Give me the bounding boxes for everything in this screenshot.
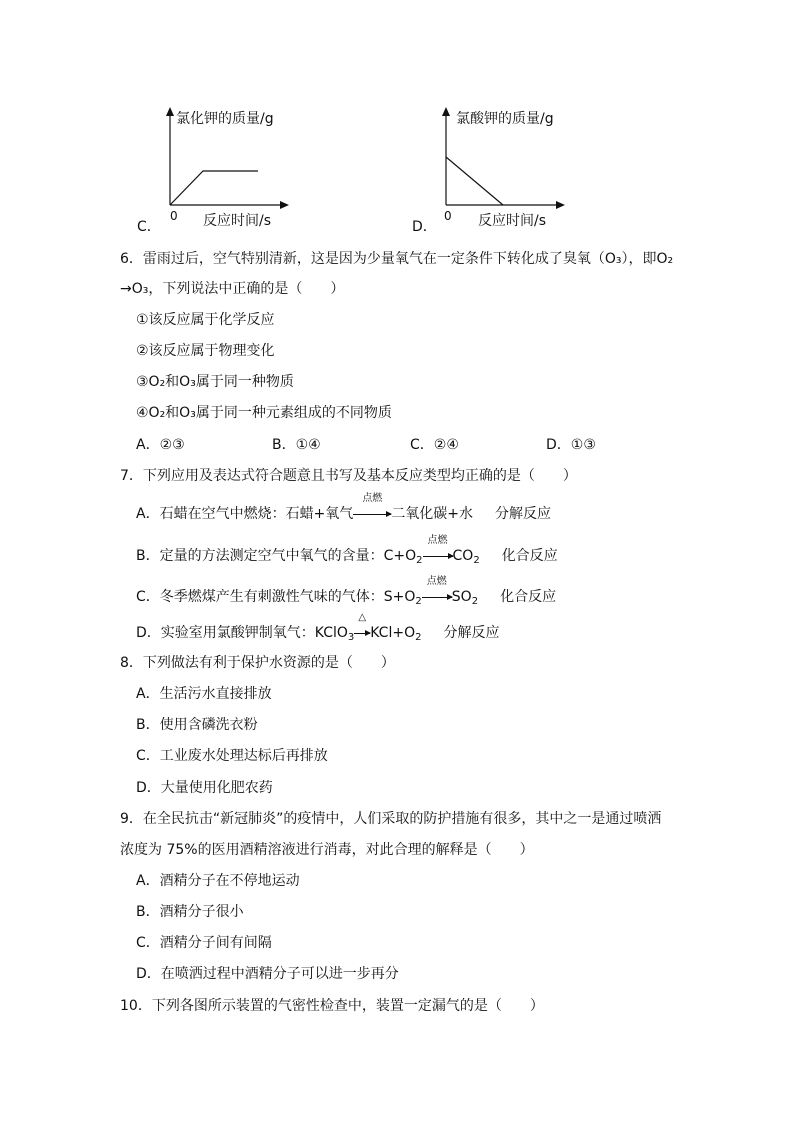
q7-d-condition: △ bbox=[358, 612, 367, 623]
arrow-right-icon bbox=[353, 514, 391, 515]
q7-b-type: 化合反应 bbox=[501, 548, 558, 564]
arrow-right-icon bbox=[422, 597, 452, 598]
graph-d-curve bbox=[446, 157, 503, 205]
q7-c-reaction-arrow bbox=[422, 576, 452, 607]
q6-option-c[interactable]: C．②④ bbox=[410, 437, 459, 453]
q7-b-subscript-1: 2 bbox=[416, 555, 423, 566]
q7-d-subscript-2: 2 bbox=[415, 632, 422, 643]
q7-c-products: SO bbox=[451, 589, 472, 605]
q6-option-b[interactable]: B．①④ bbox=[272, 437, 321, 453]
q8-option-c[interactable]: C．工业废水处理达标后再排放 bbox=[136, 748, 328, 764]
graph-d-xlabel: 反应时间/s bbox=[478, 213, 547, 229]
q6-statement-4: ④O₂和O₃属于同一种元素组成的不同物质 bbox=[136, 405, 392, 421]
q8-option-a[interactable]: A．生活污水直接排放 bbox=[136, 686, 272, 702]
q7-b-condition: 点燃 bbox=[427, 535, 448, 546]
q7-a-type: 分解反应 bbox=[495, 506, 552, 522]
q7-c-type: 化合反应 bbox=[500, 589, 557, 605]
q8-option-d[interactable]: D．大量使用化肥农药 bbox=[136, 780, 273, 796]
q7-a-products: 二氧化碳+水 bbox=[391, 506, 474, 522]
graph-d-option-label: D． bbox=[412, 219, 437, 235]
q7-d-text: D．实验室用氯酸钾制氧气：KClO bbox=[136, 625, 348, 641]
q7-d-products: KCl+O bbox=[370, 625, 416, 641]
q6-option-d[interactable]: D．①③ bbox=[546, 437, 596, 453]
q7-option-b[interactable] bbox=[136, 535, 558, 566]
q7-b-products: CO bbox=[452, 548, 474, 564]
graph-d-origin: 0 bbox=[444, 209, 452, 223]
graph-c-option-label: C． bbox=[137, 219, 161, 235]
q7-option-a[interactable] bbox=[136, 493, 552, 524]
q7-b-reaction-arrow bbox=[423, 535, 453, 566]
q7-option-c[interactable] bbox=[136, 576, 557, 607]
q10-stem: 10．下列各图所示装置的气密性检查中，装置一定漏气的是（ ） bbox=[120, 998, 544, 1014]
q7-d-reaction-arrow bbox=[354, 612, 370, 643]
q7-option-d[interactable] bbox=[136, 612, 500, 643]
q6-statement-2: ②该反应属于物理变化 bbox=[136, 343, 275, 359]
q9-option-c[interactable]: C．酒精分子间有间隔 bbox=[136, 935, 272, 951]
graph-c-origin: 0 bbox=[170, 209, 178, 223]
q7-d-type: 分解反应 bbox=[443, 625, 500, 641]
q8-option-b[interactable]: B．使用含磷洗衣粉 bbox=[136, 717, 258, 733]
graph-c-xlabel: 反应时间/s bbox=[203, 213, 272, 229]
q7-c-condition: 点燃 bbox=[426, 576, 447, 587]
q7-b-text: B．定量的方法测定空气中氧气的含量：C+O bbox=[136, 548, 417, 564]
q7-c-subscript-2: 2 bbox=[471, 596, 479, 607]
graph-d-y-arrow bbox=[442, 107, 450, 116]
q6-statement-1: ①该反应属于化学反应 bbox=[136, 312, 275, 328]
q7-c-text: C．冬季燃煤产生有刺激性气味的气体：S+O bbox=[136, 589, 416, 605]
q7-b-subscript-2: 2 bbox=[473, 555, 480, 566]
q7-a-condition: 点燃 bbox=[362, 493, 383, 504]
q6-statement-3: ③O₂和O₃属于同一种物质 bbox=[136, 374, 294, 390]
q7-c-subscript-1: 2 bbox=[415, 596, 422, 607]
graph-c-ylabel: 氯化钾的质量/g bbox=[176, 111, 274, 127]
graph-d-ylabel: 氯酸钾的质量/g bbox=[456, 111, 554, 127]
arrow-right-icon bbox=[423, 556, 453, 557]
q9-stem-line1: 9．在全民抗击“新冠肺炎”的疫情中，人们采取的防护措施有很多，其中之一是通过喷洒 bbox=[120, 811, 662, 827]
graph-d-x-arrow bbox=[556, 201, 565, 209]
graph-c-curve bbox=[170, 171, 258, 205]
q9-option-d[interactable]: D．在喷洒过程中酒精分子可以进一步再分 bbox=[136, 966, 399, 982]
q9-stem-line2: 浓度为 75%的医用酒精溶液进行消毒，对此合理的解释是（ ） bbox=[120, 842, 534, 858]
q8-stem: 8．下列做法有利于保护水资源的是（ ） bbox=[120, 655, 395, 671]
q9-option-b[interactable]: B．酒精分子很小 bbox=[136, 904, 244, 920]
q7-stem: 7．下列应用及表达式符合题意且书写及基本反应类型均正确的是（ ） bbox=[120, 468, 577, 484]
q9-option-a[interactable]: A．酒精分子在不停地运动 bbox=[136, 873, 300, 889]
q7-a-reaction-arrow bbox=[353, 493, 391, 524]
q6-option-a[interactable]: A．②③ bbox=[136, 437, 185, 453]
q6-stem-line1: 6．雷雨过后，空气特别清新，这是因为少量氧气在一定条件下转化成了臭氧（O₃），即O₂ bbox=[120, 251, 674, 267]
graph-c-x-arrow bbox=[280, 201, 289, 209]
q6-stem-line2: →O₃，下列说法中正确的是（ ） bbox=[120, 281, 345, 297]
q7-a-text: A．石蜡在空气中燃烧：石蜡+氧气 bbox=[136, 506, 354, 522]
graph-c-y-arrow bbox=[166, 107, 174, 116]
arrow-right-icon bbox=[354, 633, 370, 634]
q7-d-subscript-1: 3 bbox=[347, 632, 355, 643]
